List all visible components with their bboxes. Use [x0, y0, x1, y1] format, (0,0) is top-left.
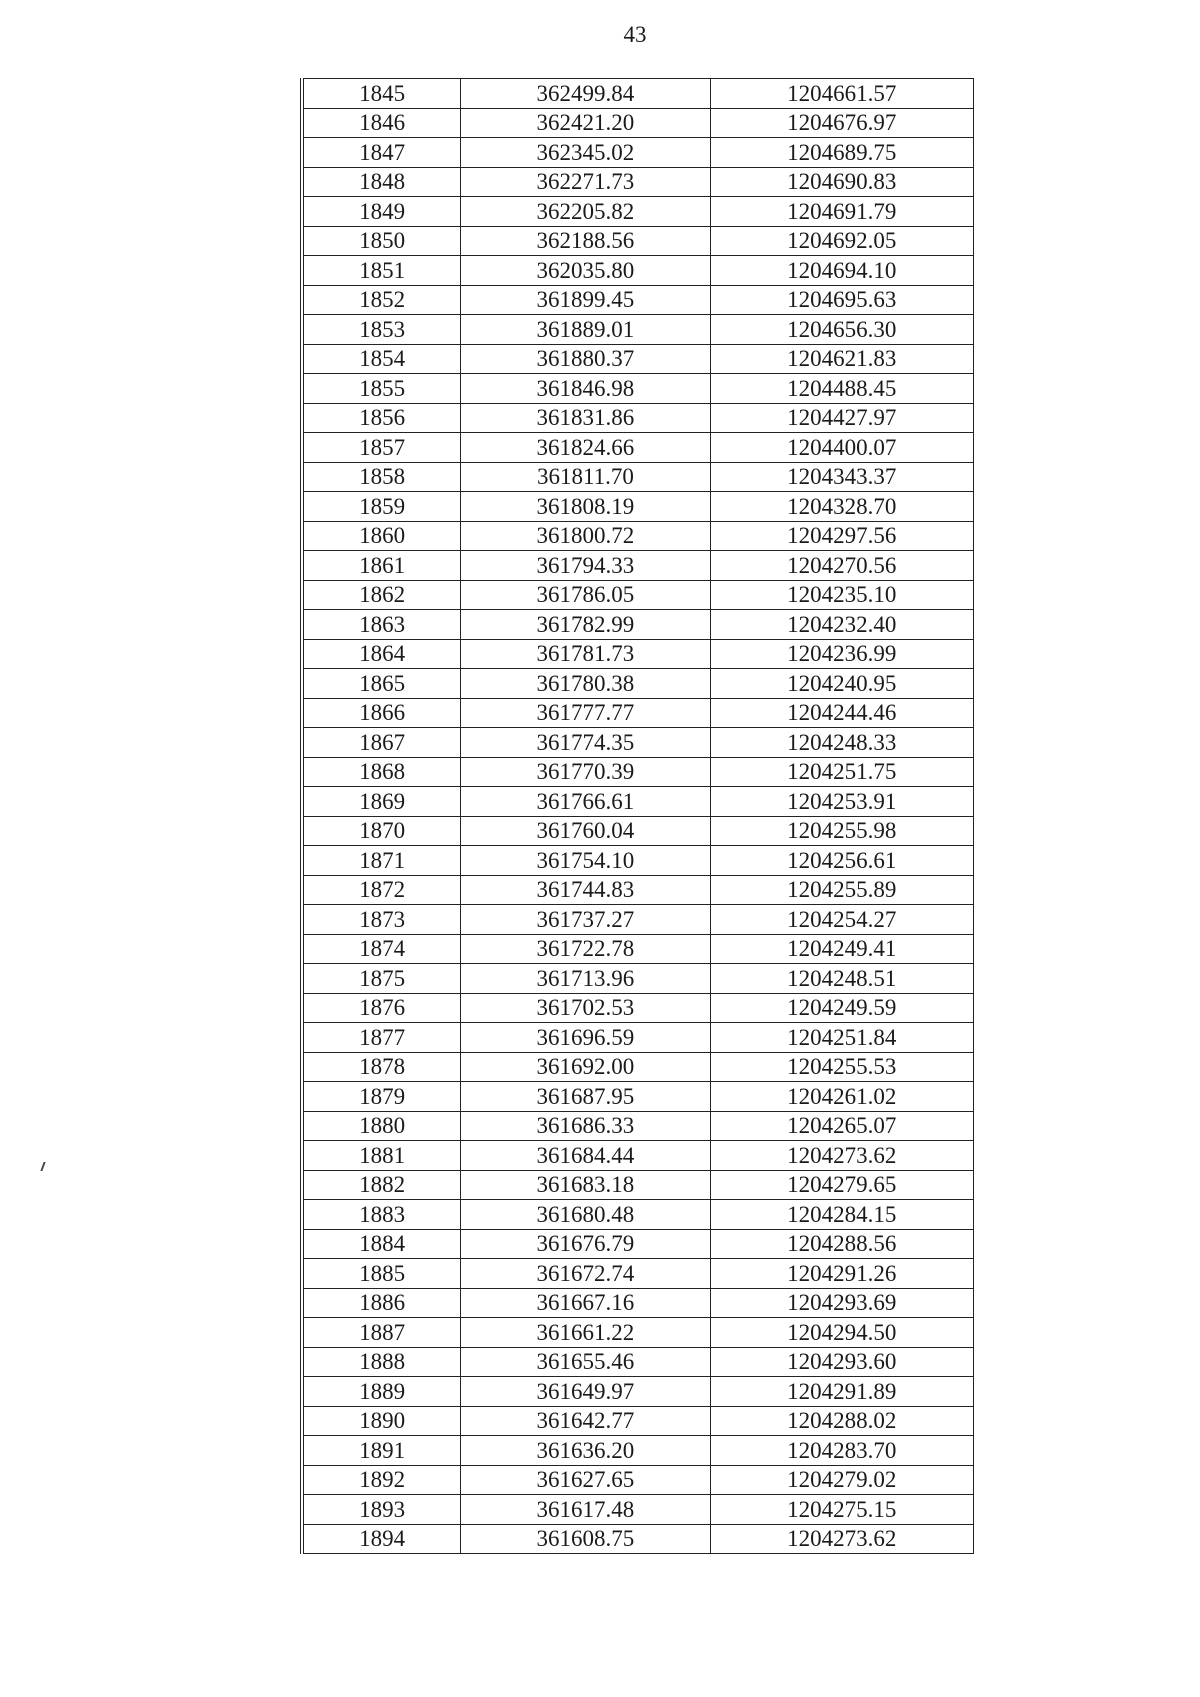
point-number-cell: 1853	[302, 315, 461, 345]
y-coordinate-cell: 1204236.99	[710, 639, 973, 669]
table-row	[302, 551, 974, 581]
table-row	[302, 256, 974, 286]
y-coordinate-cell: 1204400.07	[710, 433, 973, 463]
point-number-cell: 1882	[302, 1170, 461, 1200]
y-coordinate-cell: 1204273.62	[710, 1524, 973, 1554]
x-coordinate-cell: 362271.73	[461, 167, 710, 197]
y-coordinate-cell: 1204661.57	[710, 79, 973, 109]
table-row	[302, 197, 974, 227]
table-row	[302, 1347, 974, 1377]
table-row	[302, 669, 974, 699]
table-row	[302, 846, 974, 876]
table-row	[302, 1259, 974, 1289]
y-coordinate-cell: 1204294.50	[710, 1318, 973, 1348]
x-coordinate-cell: 361686.33	[461, 1111, 710, 1141]
x-coordinate-cell: 361744.83	[461, 875, 710, 905]
y-coordinate-cell: 1204691.79	[710, 197, 973, 227]
point-number-cell: 1873	[302, 905, 461, 935]
x-coordinate-cell: 361737.27	[461, 905, 710, 935]
table-row	[302, 403, 974, 433]
x-coordinate-cell: 361808.19	[461, 492, 710, 522]
x-coordinate-cell: 361754.10	[461, 846, 710, 876]
table-row	[302, 580, 974, 610]
point-number-cell: 1884	[302, 1229, 461, 1259]
table-row	[302, 1495, 974, 1525]
x-coordinate-cell: 361642.77	[461, 1406, 710, 1436]
x-coordinate-cell: 361702.53	[461, 993, 710, 1023]
point-number-cell: 1861	[302, 551, 461, 581]
y-coordinate-cell: 1204261.02	[710, 1082, 973, 1112]
x-coordinate-cell: 361800.72	[461, 521, 710, 551]
point-number-cell: 1845	[302, 79, 461, 109]
y-coordinate-cell: 1204273.62	[710, 1141, 973, 1171]
point-number-cell: 1888	[302, 1347, 461, 1377]
x-coordinate-cell: 361774.35	[461, 728, 710, 758]
page-number: 43	[623, 22, 647, 47]
table-row	[302, 285, 974, 315]
table-row	[302, 1377, 974, 1407]
y-coordinate-cell: 1204251.75	[710, 757, 973, 787]
x-coordinate-cell: 362188.56	[461, 226, 710, 256]
y-coordinate-cell: 1204293.69	[710, 1288, 973, 1318]
y-coordinate-cell: 1204621.83	[710, 344, 973, 374]
point-number-cell: 1846	[302, 108, 461, 138]
y-coordinate-cell: 1204284.15	[710, 1200, 973, 1230]
y-coordinate-cell: 1204255.89	[710, 875, 973, 905]
point-number-cell: 1860	[302, 521, 461, 551]
x-coordinate-cell: 361655.46	[461, 1347, 710, 1377]
y-coordinate-cell: 1204248.51	[710, 964, 973, 994]
y-coordinate-cell: 1204692.05	[710, 226, 973, 256]
point-number-cell: 1851	[302, 256, 461, 286]
x-coordinate-cell: 361899.45	[461, 285, 710, 315]
point-number-cell: 1875	[302, 964, 461, 994]
x-coordinate-cell: 361786.05	[461, 580, 710, 610]
point-number-cell: 1849	[302, 197, 461, 227]
point-number-cell: 1855	[302, 374, 461, 404]
y-coordinate-cell: 1204291.89	[710, 1377, 973, 1407]
y-coordinate-cell: 1204343.37	[710, 462, 973, 492]
coordinates-table-body	[302, 79, 974, 1554]
table-row	[302, 1229, 974, 1259]
table-row	[302, 728, 974, 758]
table-row	[302, 1111, 974, 1141]
point-number-cell: 1892	[302, 1465, 461, 1495]
point-number-cell: 1856	[302, 403, 461, 433]
x-coordinate-cell: 362205.82	[461, 197, 710, 227]
y-coordinate-cell: 1204275.15	[710, 1495, 973, 1525]
table-row	[302, 1141, 974, 1171]
point-number-cell: 1858	[302, 462, 461, 492]
table-row	[302, 1082, 974, 1112]
point-number-cell: 1872	[302, 875, 461, 905]
table-row	[302, 787, 974, 817]
point-number-cell: 1866	[302, 698, 461, 728]
x-coordinate-cell: 361782.99	[461, 610, 710, 640]
table-row	[302, 1200, 974, 1230]
x-coordinate-cell: 361831.86	[461, 403, 710, 433]
x-coordinate-cell: 361766.61	[461, 787, 710, 817]
table-row	[302, 639, 974, 669]
x-coordinate-cell: 361713.96	[461, 964, 710, 994]
x-coordinate-cell: 361811.70	[461, 462, 710, 492]
y-coordinate-cell: 1204694.10	[710, 256, 973, 286]
y-coordinate-cell: 1204232.40	[710, 610, 973, 640]
point-number-cell: 1871	[302, 846, 461, 876]
y-coordinate-cell: 1204240.95	[710, 669, 973, 699]
point-number-cell: 1887	[302, 1318, 461, 1348]
y-coordinate-cell: 1204689.75	[710, 138, 973, 168]
point-number-cell: 1862	[302, 580, 461, 610]
y-coordinate-cell: 1204254.27	[710, 905, 973, 935]
table-row	[302, 1436, 974, 1466]
table-row	[302, 226, 974, 256]
y-coordinate-cell: 1204255.53	[710, 1052, 973, 1082]
point-number-cell: 1876	[302, 993, 461, 1023]
x-coordinate-cell: 361683.18	[461, 1170, 710, 1200]
y-coordinate-cell: 1204427.97	[710, 403, 973, 433]
table-row	[302, 816, 974, 846]
x-coordinate-cell: 361672.74	[461, 1259, 710, 1289]
table-row	[302, 905, 974, 935]
point-number-cell: 1886	[302, 1288, 461, 1318]
point-number-cell: 1878	[302, 1052, 461, 1082]
table-row	[302, 1318, 974, 1348]
table-row	[302, 934, 974, 964]
table-row	[302, 79, 974, 109]
table-row	[302, 1170, 974, 1200]
table-row	[302, 462, 974, 492]
y-coordinate-cell: 1204291.26	[710, 1259, 973, 1289]
point-number-cell: 1877	[302, 1023, 461, 1053]
point-number-cell: 1870	[302, 816, 461, 846]
point-number-cell: 1889	[302, 1377, 461, 1407]
table-row	[302, 108, 974, 138]
y-coordinate-cell: 1204297.56	[710, 521, 973, 551]
y-coordinate-cell: 1204279.02	[710, 1465, 973, 1495]
table-row	[302, 1052, 974, 1082]
table-row	[302, 1288, 974, 1318]
x-coordinate-cell: 361781.73	[461, 639, 710, 669]
point-number-cell: 1874	[302, 934, 461, 964]
x-coordinate-cell: 361824.66	[461, 433, 710, 463]
table-row	[302, 374, 974, 404]
x-coordinate-cell: 361880.37	[461, 344, 710, 374]
y-coordinate-cell: 1204695.63	[710, 285, 973, 315]
y-coordinate-cell: 1204249.41	[710, 934, 973, 964]
point-number-cell: 1893	[302, 1495, 461, 1525]
x-coordinate-cell: 361780.38	[461, 669, 710, 699]
y-coordinate-cell: 1204676.97	[710, 108, 973, 138]
x-coordinate-cell: 361696.59	[461, 1023, 710, 1053]
table-row	[302, 344, 974, 374]
y-coordinate-cell: 1204288.02	[710, 1406, 973, 1436]
table-row	[302, 1023, 974, 1053]
point-number-cell: 1850	[302, 226, 461, 256]
table-row	[302, 138, 974, 168]
point-number-cell: 1885	[302, 1259, 461, 1289]
y-coordinate-cell: 1204249.59	[710, 993, 973, 1023]
table-row	[302, 993, 974, 1023]
x-coordinate-cell: 361722.78	[461, 934, 710, 964]
point-number-cell: 1891	[302, 1436, 461, 1466]
table-row	[302, 492, 974, 522]
y-coordinate-cell: 1204328.70	[710, 492, 973, 522]
x-coordinate-cell: 362421.20	[461, 108, 710, 138]
point-number-cell: 1869	[302, 787, 461, 817]
x-coordinate-cell: 361617.48	[461, 1495, 710, 1525]
x-coordinate-cell: 361680.48	[461, 1200, 710, 1230]
table-row	[302, 698, 974, 728]
x-coordinate-cell: 362499.84	[461, 79, 710, 109]
y-coordinate-cell: 1204235.10	[710, 580, 973, 610]
point-number-cell: 1880	[302, 1111, 461, 1141]
point-number-cell: 1883	[302, 1200, 461, 1230]
table-row	[302, 433, 974, 463]
table-row	[302, 757, 974, 787]
point-number-cell: 1857	[302, 433, 461, 463]
y-coordinate-cell: 1204248.33	[710, 728, 973, 758]
table-row	[302, 1406, 974, 1436]
x-coordinate-cell: 362035.80	[461, 256, 710, 286]
x-coordinate-cell: 361627.65	[461, 1465, 710, 1495]
table-row	[302, 964, 974, 994]
x-coordinate-cell: 361667.16	[461, 1288, 710, 1318]
point-number-cell: 1848	[302, 167, 461, 197]
table-row	[302, 610, 974, 640]
point-number-cell: 1865	[302, 669, 461, 699]
x-coordinate-cell: 361649.97	[461, 1377, 710, 1407]
table-row	[302, 1524, 974, 1554]
y-coordinate-cell: 1204656.30	[710, 315, 973, 345]
y-coordinate-cell: 1204270.56	[710, 551, 973, 581]
point-number-cell: 1879	[302, 1082, 461, 1112]
table-row	[302, 521, 974, 551]
x-coordinate-cell: 362345.02	[461, 138, 710, 168]
point-number-cell: 1881	[302, 1141, 461, 1171]
y-coordinate-cell: 1204255.98	[710, 816, 973, 846]
x-coordinate-cell: 361687.95	[461, 1082, 710, 1112]
y-coordinate-cell: 1204283.70	[710, 1436, 973, 1466]
y-coordinate-cell: 1204244.46	[710, 698, 973, 728]
x-coordinate-cell: 361777.77	[461, 698, 710, 728]
table-row	[302, 1465, 974, 1495]
x-coordinate-cell: 361684.44	[461, 1141, 710, 1171]
y-coordinate-cell: 1204256.61	[710, 846, 973, 876]
x-coordinate-cell: 361846.98	[461, 374, 710, 404]
x-coordinate-cell: 361636.20	[461, 1436, 710, 1466]
x-coordinate-cell: 361661.22	[461, 1318, 710, 1348]
x-coordinate-cell: 361676.79	[461, 1229, 710, 1259]
y-coordinate-cell: 1204279.65	[710, 1170, 973, 1200]
x-coordinate-cell: 361692.00	[461, 1052, 710, 1082]
y-coordinate-cell: 1204253.91	[710, 787, 973, 817]
x-coordinate-cell: 361608.75	[461, 1524, 710, 1554]
point-number-cell: 1859	[302, 492, 461, 522]
point-number-cell: 1868	[302, 757, 461, 787]
point-number-cell: 1894	[302, 1524, 461, 1554]
table-row	[302, 167, 974, 197]
stray-mark	[40, 1162, 45, 1171]
y-coordinate-cell: 1204690.83	[710, 167, 973, 197]
point-number-cell: 1847	[302, 138, 461, 168]
table-row	[302, 875, 974, 905]
point-number-cell: 1854	[302, 344, 461, 374]
coordinates-table	[300, 78, 974, 1554]
x-coordinate-cell: 361760.04	[461, 816, 710, 846]
y-coordinate-cell: 1204488.45	[710, 374, 973, 404]
x-coordinate-cell: 361889.01	[461, 315, 710, 345]
point-number-cell: 1867	[302, 728, 461, 758]
y-coordinate-cell: 1204265.07	[710, 1111, 973, 1141]
x-coordinate-cell: 361794.33	[461, 551, 710, 581]
point-number-cell: 1890	[302, 1406, 461, 1436]
point-number-cell: 1864	[302, 639, 461, 669]
y-coordinate-cell: 1204251.84	[710, 1023, 973, 1053]
y-coordinate-cell: 1204293.60	[710, 1347, 973, 1377]
x-coordinate-cell: 361770.39	[461, 757, 710, 787]
y-coordinate-cell: 1204288.56	[710, 1229, 973, 1259]
table-row	[302, 315, 974, 345]
point-number-cell: 1863	[302, 610, 461, 640]
point-number-cell: 1852	[302, 285, 461, 315]
